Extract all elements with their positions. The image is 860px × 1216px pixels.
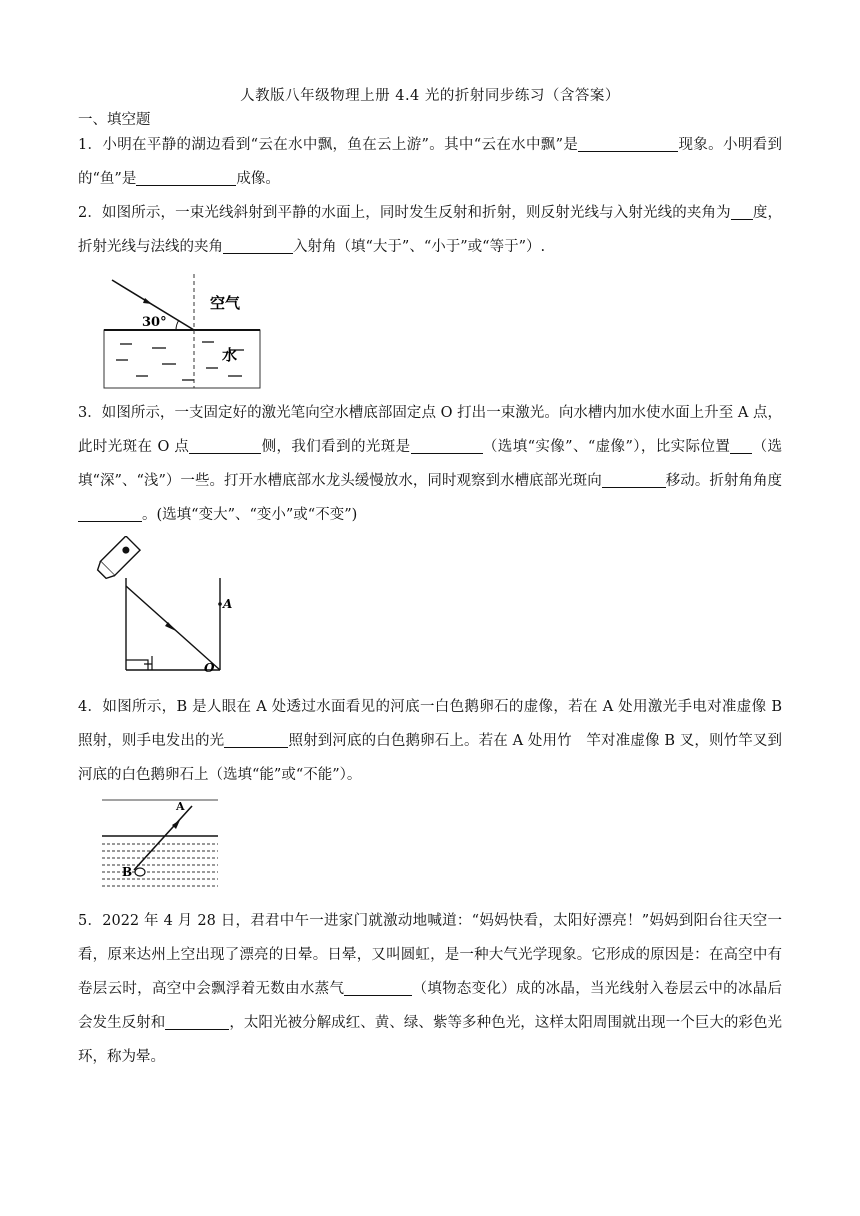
q3-text-1: 如图所示，一支固定好的激光笔向空水槽底部固定点 O 打出一束激光。向水槽内加水使水面上升至 A 点，此时光斑在 O 点 — [78, 405, 782, 455]
label-air: 空气 — [210, 294, 241, 312]
question-1 — [78, 128, 782, 196]
q3-text-5: 移动。折射角角度 — [665, 473, 782, 489]
section-heading: 一、填空题 — [78, 112, 151, 128]
q3-blank-1 — [189, 437, 261, 454]
q5-text-1: 2022 年 4 月 28 日，君君中午一进家门就激动地喊道：“妈妈快看，太阳好漂亮！”妈妈到阳台往天空一看，原来达州上空出现了漂亮的日晕。日晕，又叫圆虹，是一种大气光学现象。它形成的原因是：在高空中有卷层云时，高空中会飘浮着无数由水蒸气 — [78, 913, 782, 997]
figure-laser-tank — [96, 536, 236, 674]
q5-text-3: ，太阳光被分解成红、黄、绿、紫等多种色光，这样太阳周围就出现一个巨大的彩色光环，称为晕。 — [78, 1015, 783, 1065]
q3-blank-5 — [78, 505, 142, 522]
q5-number: 5． — [78, 913, 103, 929]
pebble-icon — [135, 868, 145, 876]
q3-text-6: 。(选填“变大”、“变小”或“不变”) — [142, 507, 358, 523]
q5-blank-1 — [344, 979, 412, 996]
q5-blank-2 — [165, 1013, 229, 1030]
label-point-o: O — [204, 661, 215, 674]
q3-blank-2 — [411, 437, 483, 454]
q2-text-3: 入射角（填“大于”、“小于”或“等于”）. — [293, 239, 546, 255]
q4-text-1: 如图所示，B 是人眼在 A 处透过水面看见的河底一白色鹅卵石的虚像，若在 A 处用激光手电对准虚像 B 照射，则手电发出的光 — [78, 699, 782, 749]
q3-number: 3． — [78, 405, 102, 421]
q2-blank-1 — [731, 203, 753, 220]
q2-text-1: 如图所示，一束光线斜射到平静的水面上，同时发生反射和折射，则反射光线与入射光线的夹角为 — [101, 205, 731, 221]
q2-number: 2． — [78, 205, 102, 221]
q4-text-2: 照射到河底的白色鹅卵石上。若在 A 处用竹 竿对准虚像 B 叉，则竹竿叉到河底的白色鹅卵石上（选填“能”或“不能”）。 — [78, 733, 783, 783]
label-point-b: B — [122, 865, 133, 879]
figure-reflection-refraction — [102, 272, 262, 390]
q2-blank-2 — [223, 237, 293, 254]
label-water: 水 — [222, 346, 238, 364]
q2-text-2: 度，折射光线与法线的夹角 — [78, 205, 783, 255]
q1-number: 1． — [78, 137, 103, 153]
q4-blank-1 — [224, 731, 288, 748]
q3-text-2: 侧，我们看到的光斑是 — [261, 439, 411, 455]
q1-blank-2 — [136, 169, 236, 186]
page-title: 人教版八年级物理上册 4.4 光的折射同步练习（含答案） — [240, 88, 620, 104]
q3-blank-4 — [602, 471, 666, 488]
q1-text-1: 小明在平静的湖边看到“云在水中飘，鱼在云上游”。其中“云在水中飘”是 — [102, 137, 579, 153]
q3-blank-3 — [730, 437, 752, 454]
q1-blank-1 — [578, 135, 678, 152]
q1-text-2: 现象。小明看到的“鱼”是 — [78, 137, 782, 187]
question-3 — [78, 396, 782, 532]
q1-text-3: 成像。 — [236, 171, 280, 187]
label-point-a: A — [176, 800, 185, 813]
q5-text-2: （填物态变化）成的冰晶，当光线射入卷层云中的冰晶后会发生反射和 — [78, 981, 782, 1031]
label-point-a: A — [223, 597, 233, 611]
figure-river-pebble — [100, 796, 220, 896]
question-5 — [78, 904, 782, 1074]
question-2 — [78, 196, 782, 264]
question-4 — [78, 690, 782, 792]
q3-text-4: （选填“深”、“浅”）一些。打开水槽底部水龙头缓慢放水，同时观察到水槽底部光斑向 — [78, 439, 783, 489]
q4-number: 4． — [78, 699, 103, 715]
q3-text-3: （选填“实像”、“虚像”），比实际位置 — [482, 439, 731, 455]
label-angle: 30° — [142, 315, 167, 330]
